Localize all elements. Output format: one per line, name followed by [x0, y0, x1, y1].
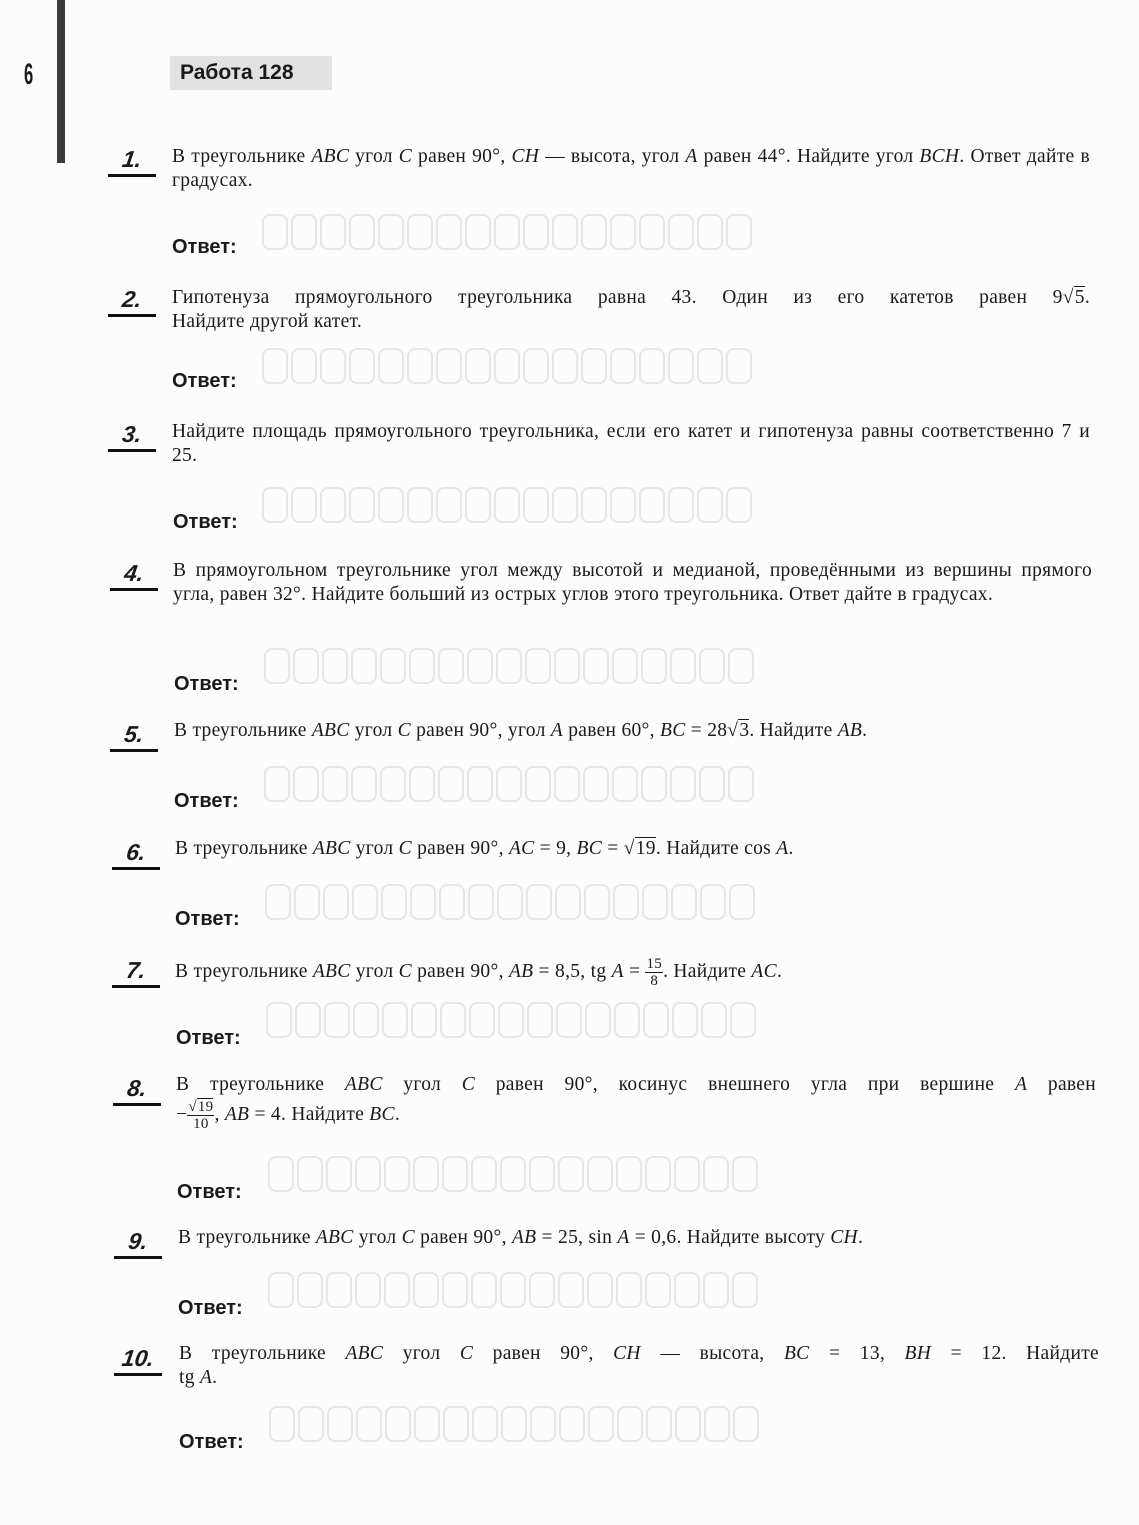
answer-cell[interactable]	[703, 1156, 729, 1192]
answer-cell[interactable]	[384, 1272, 410, 1308]
answer-cell[interactable]	[380, 648, 406, 684]
task-text: Гипотенуза прямоугольного треугольника равна 43. Один из его катетов равен 9√5. Найдите другой катет.	[172, 287, 1090, 332]
answer-cell[interactable]	[554, 648, 580, 684]
fraction: $\frac{15}{8}$	[646, 956, 663, 989]
answer-cell[interactable]	[612, 648, 638, 684]
answer-cell[interactable]	[355, 1272, 381, 1308]
answer-cell[interactable]	[262, 348, 288, 384]
answer-cell[interactable]	[585, 1002, 611, 1038]
answer-cell[interactable]	[320, 348, 346, 384]
answer-cell[interactable]	[291, 348, 317, 384]
answer-cell[interactable]	[497, 884, 523, 920]
answer-cell[interactable]	[414, 1406, 440, 1442]
answer-cell[interactable]	[293, 648, 319, 684]
answer-cell[interactable]	[728, 648, 754, 684]
task-number-underline	[108, 449, 156, 452]
answer-boxes[interactable]	[269, 1406, 759, 1442]
answer-cell[interactable]	[525, 766, 551, 802]
answer-cell[interactable]	[732, 1272, 758, 1308]
answer-cell[interactable]	[266, 1002, 292, 1038]
answer-boxes[interactable]	[262, 487, 752, 523]
answer-cell[interactable]	[352, 884, 378, 920]
task-text: В треугольнике ABC угол C равен 90°, CH — высота, BC = 13, BH = 12. Найдите tg A.	[179, 1343, 1099, 1388]
answer-cell[interactable]	[264, 766, 290, 802]
answer-label: Ответ:	[172, 236, 237, 258]
answer-boxes[interactable]	[264, 766, 754, 802]
task-text: Найдите площадь прямоугольного треугольника, если его катет и гипотенуза равны соответственно 7 и 25.	[172, 421, 1090, 466]
answer-cell[interactable]	[442, 1272, 468, 1308]
answer-cell[interactable]	[670, 766, 696, 802]
answer-cell[interactable]	[262, 487, 288, 523]
answer-boxes[interactable]	[265, 884, 755, 920]
task-text: В треугольнике ABC угол C равен 90°, AC = 9, BC = √19. Найдите cos A.	[175, 838, 794, 859]
answer-cell[interactable]	[349, 487, 375, 523]
answer-cell[interactable]	[675, 1406, 701, 1442]
task-number: 4.	[122, 560, 146, 586]
work-title: Работа 128	[170, 56, 332, 90]
answer-cell[interactable]	[587, 1156, 613, 1192]
task-text: В треугольнике ABC угол C равен 90°, CH — высота, угол A равен 44°. Найдите угол BCH. Ответ дайте в градусах.	[172, 146, 1090, 191]
answer-cell[interactable]	[672, 1002, 698, 1038]
answer-cell[interactable]	[465, 487, 491, 523]
answer-boxes[interactable]	[266, 1002, 756, 1038]
answer-cell[interactable]	[646, 1406, 672, 1442]
answer-cell[interactable]	[525, 648, 551, 684]
answer-label: Ответ:	[174, 673, 239, 695]
task-number: 6.	[124, 839, 148, 865]
answer-cell[interactable]	[439, 884, 465, 920]
answer-cell[interactable]	[610, 348, 636, 384]
answer-cell[interactable]	[469, 1002, 495, 1038]
answer-cell[interactable]	[326, 1156, 352, 1192]
answer-cell[interactable]	[436, 348, 462, 384]
task-number: 2.	[120, 286, 144, 312]
answer-cell[interactable]	[293, 766, 319, 802]
answer-cell[interactable]	[443, 1406, 469, 1442]
answer-cell[interactable]	[322, 766, 348, 802]
answer-cell[interactable]	[268, 1156, 294, 1192]
task-text: В треугольнике ABC угол C равен 90°, AB = 8,5, tg A = $\frac{15}{8}$ . Найдите AC.	[175, 956, 783, 989]
answer-cell[interactable]	[320, 214, 346, 250]
answer-boxes[interactable]	[262, 214, 752, 250]
answer-label: Ответ:	[178, 1297, 243, 1319]
task-number: 10.	[120, 1345, 156, 1371]
answer-cell[interactable]	[324, 1002, 350, 1038]
answer-cell[interactable]	[732, 1156, 758, 1192]
answer-cell[interactable]	[700, 884, 726, 920]
answer-cell[interactable]	[465, 214, 491, 250]
answer-cell[interactable]	[349, 214, 375, 250]
task-number-underline	[114, 1256, 162, 1259]
answer-cell[interactable]	[438, 766, 464, 802]
answer-cell[interactable]	[581, 487, 607, 523]
answer-cell[interactable]	[703, 1272, 729, 1308]
answer-cell[interactable]	[610, 214, 636, 250]
answer-cell[interactable]	[643, 1002, 669, 1038]
answer-label: Ответ:	[179, 1431, 244, 1453]
answer-cell[interactable]	[674, 1156, 700, 1192]
answer-cell[interactable]	[356, 1406, 382, 1442]
answer-cell[interactable]	[674, 1272, 700, 1308]
answer-cell[interactable]	[264, 648, 290, 684]
answer-boxes[interactable]	[268, 1272, 758, 1308]
answer-cell[interactable]	[523, 348, 549, 384]
answer-cell[interactable]	[468, 884, 494, 920]
answer-cell[interactable]	[471, 1156, 497, 1192]
answer-cell[interactable]	[409, 648, 435, 684]
answer-cell[interactable]	[526, 884, 552, 920]
answer-cell[interactable]	[501, 1406, 527, 1442]
task-text: В треугольнике ABC угол C равен 90°, AB = 25, sin A = 0,6. Найдите высоту CH.	[178, 1227, 864, 1248]
task-number-underline	[112, 985, 160, 988]
answer-cell[interactable]	[523, 487, 549, 523]
answer-cell[interactable]	[378, 214, 404, 250]
answer-label: Ответ:	[173, 511, 238, 533]
page-number: 6	[24, 58, 34, 91]
answer-cell[interactable]	[410, 884, 436, 920]
answer-cell[interactable]	[668, 487, 694, 523]
answer-cell[interactable]	[472, 1406, 498, 1442]
answer-cell[interactable]	[554, 766, 580, 802]
answer-label: Ответ:	[177, 1181, 242, 1203]
answer-cell[interactable]	[726, 348, 752, 384]
answer-cell[interactable]	[726, 214, 752, 250]
answer-cell[interactable]	[641, 648, 667, 684]
task-number: 1.	[120, 146, 144, 172]
answer-cell[interactable]	[500, 1272, 526, 1308]
answer-cell[interactable]	[326, 1272, 352, 1308]
answer-cell[interactable]	[407, 214, 433, 250]
answer-cell[interactable]	[529, 1272, 555, 1308]
answer-label: Ответ:	[176, 1027, 241, 1049]
answer-cell[interactable]	[436, 214, 462, 250]
answer-cell[interactable]	[668, 214, 694, 250]
answer-cell[interactable]	[265, 884, 291, 920]
answer-cell[interactable]	[349, 348, 375, 384]
answer-cell[interactable]	[668, 348, 694, 384]
answer-cell[interactable]	[730, 1002, 756, 1038]
answer-cell[interactable]	[552, 214, 578, 250]
answer-cell[interactable]	[726, 487, 752, 523]
answer-cell[interactable]	[613, 884, 639, 920]
answer-cell[interactable]	[496, 766, 522, 802]
answer-cell[interactable]	[639, 214, 665, 250]
answer-cell[interactable]	[467, 648, 493, 684]
answer-cell[interactable]	[355, 1156, 381, 1192]
answer-cell[interactable]	[529, 1156, 555, 1192]
answer-cell[interactable]	[581, 348, 607, 384]
answer-cell[interactable]	[471, 1272, 497, 1308]
answer-boxes[interactable]	[264, 648, 754, 684]
answer-cell[interactable]	[384, 1156, 410, 1192]
answer-cell[interactable]	[642, 884, 668, 920]
answer-cell[interactable]	[558, 1156, 584, 1192]
answer-cell[interactable]	[323, 884, 349, 920]
task-number: 8.	[125, 1075, 149, 1101]
answer-cell[interactable]	[616, 1156, 642, 1192]
answer-cell[interactable]	[498, 1002, 524, 1038]
answer-cell[interactable]	[612, 766, 638, 802]
answer-cell[interactable]	[697, 214, 723, 250]
answer-cell[interactable]	[294, 884, 320, 920]
answer-cell[interactable]	[407, 348, 433, 384]
answer-cell[interactable]	[523, 214, 549, 250]
answer-cell[interactable]	[587, 1272, 613, 1308]
task-number-underline	[113, 1103, 161, 1106]
answer-cell[interactable]	[378, 348, 404, 384]
answer-cell[interactable]	[639, 487, 665, 523]
task-text: В треугольнике ABC угол C равен 90°, угол A равен 60°, BC = 28√3. Найдите AB.	[174, 720, 868, 741]
answer-cell[interactable]	[527, 1002, 553, 1038]
answer-cell[interactable]	[670, 648, 696, 684]
answer-cell[interactable]	[465, 348, 491, 384]
answer-cell[interactable]	[583, 766, 609, 802]
answer-cell[interactable]	[699, 766, 725, 802]
task-number-underline	[110, 749, 158, 752]
answer-label: Ответ:	[174, 790, 239, 812]
task-number-underline	[112, 867, 160, 870]
answer-cell[interactable]	[729, 884, 755, 920]
answer-cell[interactable]	[610, 487, 636, 523]
answer-cell[interactable]	[645, 1156, 671, 1192]
answer-cell[interactable]	[552, 487, 578, 523]
answer-cell[interactable]	[320, 487, 346, 523]
answer-cell[interactable]	[494, 348, 520, 384]
answer-cell[interactable]	[701, 1002, 727, 1038]
answer-cell[interactable]	[616, 1272, 642, 1308]
answer-cell[interactable]	[411, 1002, 437, 1038]
answer-cell[interactable]	[581, 214, 607, 250]
answer-cell[interactable]	[639, 348, 665, 384]
answer-cell[interactable]	[733, 1406, 759, 1442]
answer-cell[interactable]	[409, 766, 435, 802]
answer-cell[interactable]	[617, 1406, 643, 1442]
answer-cell[interactable]	[558, 1272, 584, 1308]
answer-cell[interactable]	[291, 487, 317, 523]
answer-cell[interactable]	[588, 1406, 614, 1442]
answer-cell[interactable]	[297, 1272, 323, 1308]
task-number-underline	[108, 174, 156, 177]
answer-cell[interactable]	[269, 1406, 295, 1442]
answer-cell[interactable]	[268, 1272, 294, 1308]
answer-cell[interactable]	[413, 1156, 439, 1192]
task-number: 5.	[122, 721, 146, 747]
task-number: 7.	[124, 957, 148, 983]
answer-cell[interactable]	[298, 1406, 324, 1442]
answer-cell[interactable]	[382, 1002, 408, 1038]
answer-cell[interactable]	[467, 766, 493, 802]
task-number-underline	[114, 1373, 162, 1376]
answer-cell[interactable]	[614, 1002, 640, 1038]
answer-cell[interactable]	[699, 648, 725, 684]
answer-cell[interactable]	[295, 1002, 321, 1038]
answer-cell[interactable]	[697, 348, 723, 384]
answer-cell[interactable]	[559, 1406, 585, 1442]
answer-label: Ответ:	[175, 908, 240, 930]
answer-cell[interactable]	[555, 884, 581, 920]
answer-cell[interactable]	[645, 1272, 671, 1308]
answer-cell[interactable]	[262, 214, 288, 250]
answer-cell[interactable]	[407, 487, 433, 523]
answer-cell[interactable]	[440, 1002, 466, 1038]
answer-cell[interactable]	[442, 1156, 468, 1192]
answer-cell[interactable]	[291, 214, 317, 250]
answer-cell[interactable]	[436, 487, 462, 523]
answer-cell[interactable]	[500, 1156, 526, 1192]
answer-cell[interactable]	[556, 1002, 582, 1038]
task-number-underline	[110, 588, 158, 591]
answer-cell[interactable]	[351, 648, 377, 684]
answer-cell[interactable]	[385, 1406, 411, 1442]
answer-cell[interactable]	[728, 766, 754, 802]
answer-boxes[interactable]	[262, 348, 752, 384]
answer-cell[interactable]	[327, 1406, 353, 1442]
answer-cell[interactable]	[641, 766, 667, 802]
task-number-underline	[108, 314, 156, 317]
task-number: 9.	[126, 1228, 150, 1254]
answer-cell[interactable]	[413, 1272, 439, 1308]
answer-cell[interactable]	[378, 487, 404, 523]
answer-cell[interactable]	[438, 648, 464, 684]
answer-cell[interactable]	[496, 648, 522, 684]
answer-cell[interactable]	[697, 487, 723, 523]
answer-cell[interactable]	[322, 648, 348, 684]
margin-bar	[57, 0, 65, 163]
answer-cell[interactable]	[583, 648, 609, 684]
answer-cell[interactable]	[584, 884, 610, 920]
task-text: В прямоугольном треугольнике угол между высотой и медианой, проведёнными из вершины прямого угла, равен 32°. Найдите больший из острых углов этого треугольника. Ответ дайте в градусах.	[173, 560, 1092, 605]
answer-cell[interactable]	[530, 1406, 556, 1442]
fraction: $\frac{√19}{10}$	[188, 1099, 214, 1132]
answer-cell[interactable]	[552, 348, 578, 384]
answer-cell[interactable]	[380, 766, 406, 802]
answer-cell[interactable]	[704, 1406, 730, 1442]
task-number: 3.	[120, 421, 144, 447]
answer-cell[interactable]	[297, 1156, 323, 1192]
answer-cell[interactable]	[494, 487, 520, 523]
answer-cell[interactable]	[353, 1002, 379, 1038]
answer-cell[interactable]	[671, 884, 697, 920]
answer-label: Ответ:	[172, 370, 237, 392]
answer-cell[interactable]	[494, 214, 520, 250]
answer-cell[interactable]	[351, 766, 377, 802]
task-text: В треугольнике ABC угол C равен 90°, косинус внешнего угла при вершине A равен − $\frac{√19}{10}$ , AB = 4. Найдите BC.	[176, 1074, 1096, 1132]
answer-boxes[interactable]	[268, 1156, 758, 1192]
answer-cell[interactable]	[381, 884, 407, 920]
